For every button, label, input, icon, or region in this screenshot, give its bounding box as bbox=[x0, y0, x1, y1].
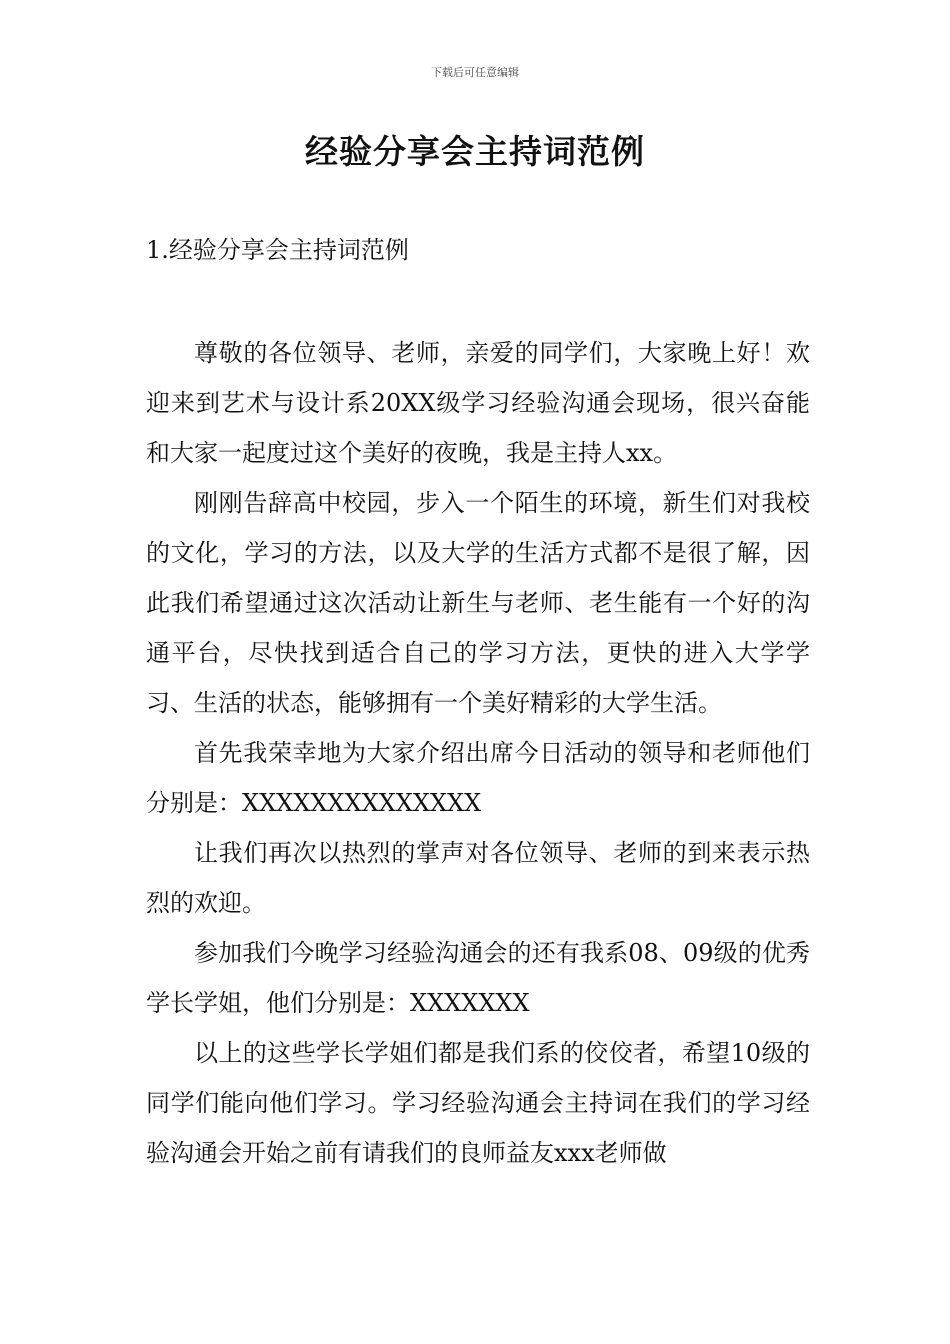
paragraph-introduce-guests: 首先我荣幸地为大家介绍出席今日活动的领导和老师他们分别是：XXXXXXXXXXXXXX bbox=[146, 739, 810, 817]
document-body bbox=[146, 328, 810, 1178]
paragraph-seniors: 参加我们今晚学习经验沟通会的还有我系08、09级的优秀学长学姐，他们分别是：XXXXXXX bbox=[146, 939, 810, 1017]
header-note: 下载后可任意编辑 bbox=[431, 66, 519, 79]
document-title: 经验分享会主持词范例 bbox=[305, 132, 645, 171]
paragraph-closing: 以上的这些学长学姐们都是我们系的佼佼者，希望10级的同学们能向他们学习。学习经验沟通会主持词在我们的学习经验沟通会开始之前有请我们的良师益友xxx老师做 bbox=[146, 1039, 810, 1167]
paragraph-greeting: 尊敬的各位领导、老师，亲爱的同学们，大家晚上好！欢迎来到艺术与设计系20XX级学习经验沟通会现场，很兴奋能和大家一起度过这个美好的夜晚，我是主持人xx。 bbox=[146, 339, 810, 467]
paragraph-purpose: 刚刚告辞高中校园，步入一个陌生的环境，新生们对我校的文化，学习的方法，以及大学的生活方式都不是很了解，因此我们希望通过这次活动让新生与老师、老生能有一个好的沟通平台，尽快找到适合自己的学习方法，更快的进入大学学习、生活的状态，能够拥有一个美好精彩的大学生活。 bbox=[146, 489, 810, 717]
paragraph-applause: 让我们再次以热烈的掌声对各位领导、老师的到来表示热烈的欢迎。 bbox=[146, 839, 810, 917]
section-heading: 1.经验分享会主持词范例 bbox=[146, 236, 409, 264]
